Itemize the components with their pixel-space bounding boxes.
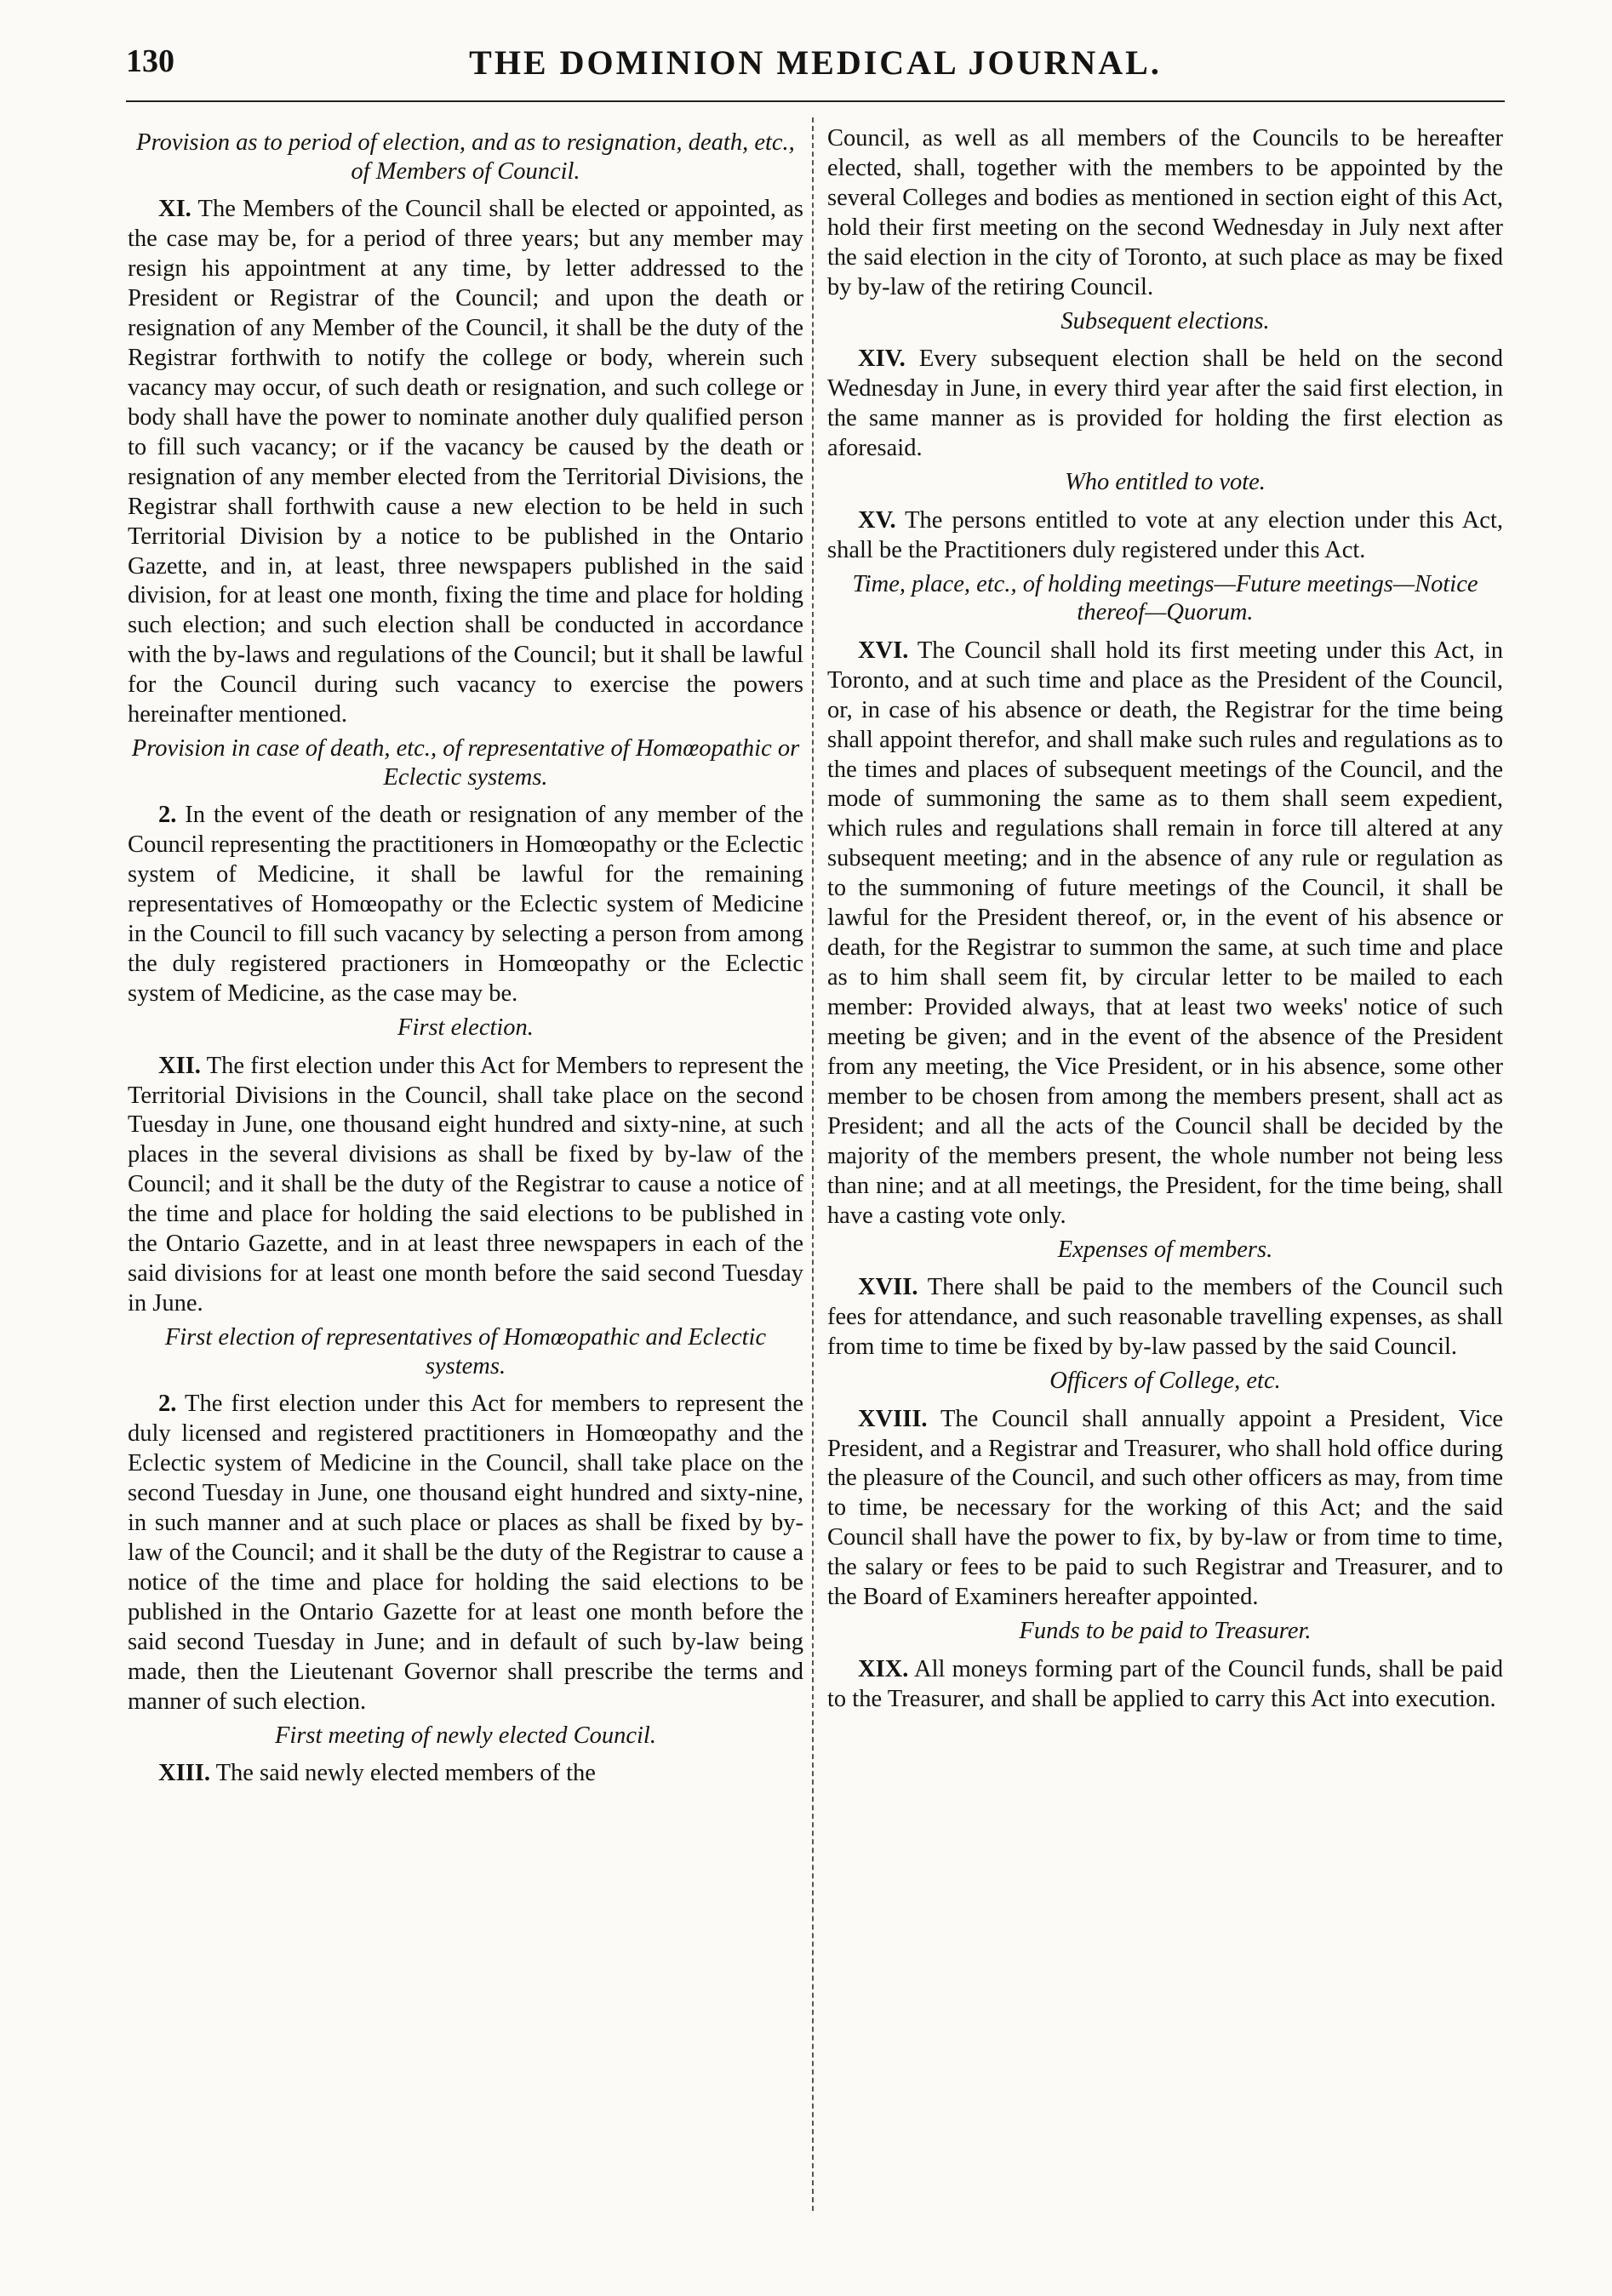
section-xi-2 <box>128 801 803 1009</box>
section-number: XVI. <box>858 637 909 664</box>
section-number: XVIII. <box>858 1405 928 1432</box>
section-number: XIV. <box>858 346 906 373</box>
left-column <box>128 124 803 1789</box>
section-xii-2 <box>128 1390 803 1716</box>
section-xiii <box>128 1759 803 1789</box>
journal-title: THE DOMINION MEDICAL JOURNAL. <box>469 43 1162 82</box>
section-title: First election. <box>397 1014 534 1041</box>
section-title: Provision as to period of election, and as to resignation, death, etc., of Members of Council. <box>136 129 795 185</box>
section-text: The first election under this Act for members to represent the duly licensed and registered practitioners in Homœopathy and the Eclectic system of Medicine in the Council, shall take place on the second Tuesday in June, one thousand eight hundred and sixty-nine, in such manner and at such place or places as shall be fixed by by-law of the Council; and it shall be the duty of the Registrar to cause a notice of the time and place for holding the said elections to be published in the Ontario Gazette for at least one month before the said second Tuesday in June; and in default of such by-law being made, then the Lieutenant Governor shall prescribe the terms and manner of such election. <box>128 1391 803 1715</box>
section-xiii-continued: Council, as well as all members of the Councils to be hereafter elected, shall, together with the members to be appointed by the several Colleges and bodies as mentioned in section eight of this Act, hold their first meeting on the second Wednesday in July next after the said election in the city of Toronto, at such place as may be fixed by by-law of the retiring Council. <box>827 125 1503 300</box>
section-text: All moneys forming part of the Council funds, shall be paid to the Treasurer, and shall be applied to carry this Act into execution. <box>827 1655 1503 1712</box>
section-title: First meeting of newly elected Council. <box>275 1722 656 1749</box>
section-xi <box>128 195 803 730</box>
section-title: Expenses of members. <box>1057 1236 1273 1263</box>
section-title: Time, place, etc., of holding meetings—Future meetings—Notice thereof—Quorum. <box>852 570 1478 626</box>
section-xii <box>128 1052 803 1319</box>
section-number: XIX. <box>858 1655 909 1682</box>
section-number: XI. <box>158 196 191 223</box>
section-xvi <box>827 637 1503 1231</box>
section-number: 2. <box>158 802 177 829</box>
section-text: Every subsequent election shall be held on the second Wednesday in June, in every third year after the said first election, in the same manner as is provided for holding the first election as aforesaid. <box>827 346 1503 462</box>
section-number: XIII. <box>158 1760 210 1787</box>
section-title: Provision in case of death, etc., of representative of Homœopathic or Eclectic systems. <box>131 735 800 791</box>
right-column <box>827 124 1503 1715</box>
section-number: XII. <box>158 1052 201 1079</box>
section-text: The first election under this Act for Members to represent the Territorial Divisions in the Council, shall take place on the second Tuesday in June, one thousand eight hundred and sixty-nine, at such places in the several divisions as shall be fixed by by-law of the Council; and it shall be the duty of the Registrar to cause a notice of the time and place for holding the said elections to be published in the Ontario Gazette, and in at least three newspapers in each of the said divisions for at least one month before the said second Tuesday in June. <box>128 1052 803 1317</box>
section-text: The Council shall annually appoint a President, Vice President, and a Registrar and Treasurer, who shall hold office during the pleasure of the Council, and such other officers as may, from time to time, be necessary for the working of this Act; and the said Council shall have the power to fix, by by-law or from time to time, the salary or fees to be paid to such Registrar and Treasurer, and to the Board of Examiners hereafter appointed. <box>827 1405 1503 1611</box>
section-xiv <box>827 345 1503 464</box>
section-text: In the event of the death or resignation of any member of the Council representing the practitioners in Homœopathy or the Eclectic system of Medicine, it shall be lawful for the remaining representatives of Homœopathy or the Eclectic system of Medicine in the Council to fill such vacancy by selecting a person from among the duly registered practioners in Homœopathy or the Eclectic system of Medicine, as the case may be. <box>128 802 803 1007</box>
section-text: The Members of the Council shall be elected or appointed, as the case may be, for a period of three years; but any member may resign his appointment at any time, by letter addressed to the President or Registrar of the Council; and upon the death or resignation of any Member of the Council, it shall be the duty of the Registrar forthwith to notify the college or body, wherein such vacancy may occur, of such death or resignation, and such college or body shall have the power to nominate another duly qualified person to fill such vacancy; or if the vacancy be caused by the death or resignation of any member elected from the Territorial Divisions, the Registrar shall forthwith cause a new election to be held in such Territorial Division by a notice to be published in the Ontario Gazette, and in, at least, three newspapers published in the said division, for at least one month, fixing the time and place for holding such election; and such election shall be conducted in accordance with the by-laws and regulations of the Council; but it shall be lawful for the Council during such vacancy to exercise the powers hereinafter mentioned. <box>128 196 803 728</box>
section-xv <box>827 506 1503 566</box>
section-number: 2. <box>158 1391 177 1418</box>
section-text: The said newly elected members of the <box>215 1760 596 1787</box>
section-title: Who entitled to vote. <box>1065 469 1266 495</box>
section-text: The Council shall hold its first meeting under this Act, in Toronto, and at such time and place as the President of the Council, or, in case of his absence or death, the Registrar for the time being shall appoint therefor, and shall make such rules and regulations as to the times and places of subsequent meetings of the Council, and the mode of summoning the same as to them shall seem expedient, which rules and regulations shall remain in force till altered at any subsequent meeting; and in the absence of any rule or regulation as to the summoning of future meetings of the Council, it shall be lawful for the President thereof, or, in the event of his absence or death, for the Registrar to summon the same, at such time and place as to him shall seem fit, by circular letter to be mailed to each member: Provided always, that at least two weeks' notice of such meeting be given; and in the event of the absence of the President from any meeting, the Vice President, or in his absence, some other member to be chosen from among the members present, shall act as President; and all the acts of the Council shall be decided by the majority of the members present, the whole number not being less than nine; and at all meetings, the President, for the time being, shall have a casting vote only. <box>827 637 1503 1229</box>
column-divider <box>812 117 814 2211</box>
section-title: Funds to be paid to Treasurer. <box>1019 1618 1312 1645</box>
page-header <box>126 41 1505 102</box>
section-number: XV. <box>858 506 896 534</box>
section-xix <box>827 1655 1503 1715</box>
page-number: 130 <box>126 43 174 79</box>
section-title: Officers of College, etc. <box>1049 1367 1281 1394</box>
section-title: Subsequent elections. <box>1060 307 1270 334</box>
section-xviii <box>827 1405 1503 1613</box>
section-xvii <box>827 1273 1503 1362</box>
section-text: The persons entitled to vote at any election under this Act, shall be the Practitioners duly registered under this Act. <box>827 506 1503 563</box>
section-number: XVII. <box>858 1274 918 1301</box>
section-title: First election of representatives of Homœopathic and Eclectic systems. <box>164 1324 767 1379</box>
section-text: There shall be paid to the members of the Council such fees for attendance, and such reasonable travelling expenses, as shall from time to time be fixed by by-law passed by the said Council. <box>827 1274 1503 1360</box>
